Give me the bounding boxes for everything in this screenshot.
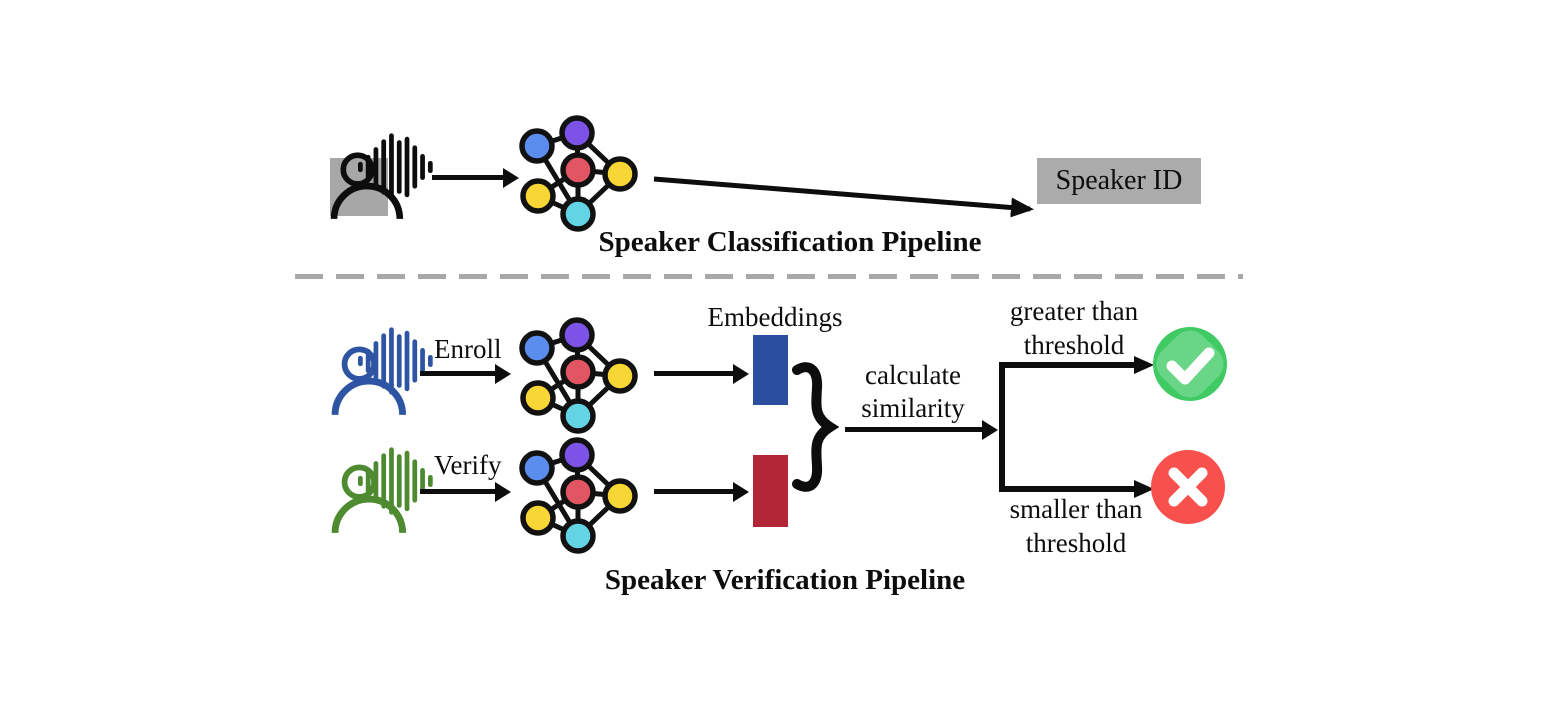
verification-pipeline-title: Speaker Verification Pipeline: [604, 564, 966, 596]
smaller-than-line1: smaller than: [1009, 494, 1143, 524]
enroll-label: Enroll: [434, 334, 502, 364]
verify-neural-network-icon: [510, 434, 650, 560]
check-icon: [1152, 326, 1228, 402]
neural-network-icon: [510, 112, 650, 238]
embeddings-label: Embeddings: [707, 302, 843, 332]
calculate-similarity-line2: similarity: [861, 393, 965, 423]
arrow-enroll-to-network: [420, 371, 496, 376]
verify-waveform-icon: [358, 434, 434, 528]
classification-pipeline-title: Speaker Classification Pipeline: [598, 226, 982, 258]
threshold-branch: [996, 356, 1164, 498]
calculate-similarity-label: [813, 359, 1013, 425]
greater-than-threshold-label: [974, 294, 1174, 362]
enroll-waveform-icon: [358, 314, 434, 408]
speaker-id-box: [1037, 158, 1201, 204]
enroll-embedding-bar: [753, 335, 788, 405]
arrow-speech-to-network: [432, 175, 504, 180]
arrow-verify-to-network: [420, 489, 496, 494]
arrow-network-to-enroll-embedding: [654, 371, 734, 376]
verify-label: Verify: [434, 450, 502, 480]
smaller-than-line2: threshold: [1025, 528, 1127, 558]
speech-waveform-icon: [358, 120, 434, 214]
arrow-network-to-speaker-id: [648, 168, 1048, 220]
arrow-network-to-verify-embedding: [654, 489, 734, 494]
section-divider: [295, 274, 1243, 279]
speaker-id-label: Speaker ID: [1055, 165, 1183, 196]
cross-icon: [1150, 449, 1226, 525]
greater-than-line1: greater than: [1009, 296, 1139, 326]
calculate-similarity-line1: calculate: [865, 360, 961, 390]
smaller-than-threshold-label: [976, 492, 1176, 560]
enroll-neural-network-icon: [510, 314, 650, 440]
greater-than-line2: threshold: [1023, 330, 1125, 360]
verify-embedding-bar: [753, 455, 788, 527]
arrow-similarity: [845, 427, 983, 432]
